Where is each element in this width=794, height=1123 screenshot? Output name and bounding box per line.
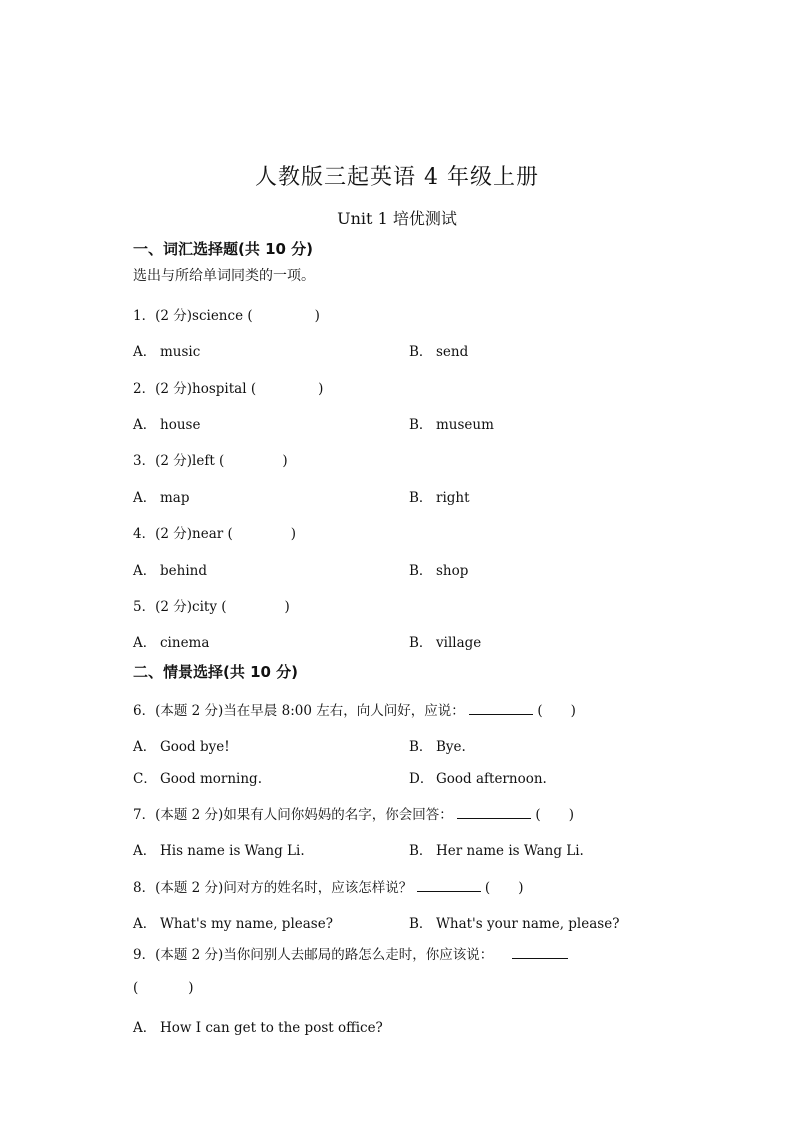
question-5	[133, 595, 290, 615]
section-1-heading: 一、词汇选择题(共 10 分)	[133, 240, 314, 258]
question-number: 6．	[133, 703, 156, 719]
option-b[interactable]: B． send	[409, 344, 469, 360]
question-stem: 如果有人问你妈妈的名字，你会回答：	[223, 807, 453, 823]
option-a[interactable]: A． His name is Wang Li.	[133, 843, 305, 859]
question-9-paren[interactable]: ( )	[133, 980, 194, 996]
question-4	[133, 522, 296, 542]
answer-paren[interactable]: ( )	[247, 308, 320, 324]
answer-paren[interactable]: ( )	[250, 381, 324, 397]
page-subtitle: Unit 1 培优测试	[337, 209, 457, 228]
question-number: 8．	[133, 880, 156, 896]
question-stem: near	[192, 526, 224, 542]
question-stem: left	[192, 453, 215, 469]
answer-paren[interactable]: ( )	[535, 807, 574, 823]
option-d[interactable]: D． Good afternoon.	[409, 771, 547, 787]
answer-blank[interactable]	[417, 879, 481, 892]
page-title: 人教版三起英语 4 年级上册	[255, 165, 539, 190]
option-a[interactable]: A． music	[133, 344, 201, 360]
question-8	[133, 876, 523, 896]
question-score: (本题 2 分)	[155, 880, 224, 896]
option-b[interactable]: B． right	[409, 490, 470, 506]
question-score: (2 分)	[155, 381, 193, 397]
question-number: 4．	[133, 526, 156, 542]
question-number: 2．	[133, 381, 156, 397]
answer-paren[interactable]: ( )	[219, 453, 288, 469]
option-a[interactable]: A． Good bye!	[133, 739, 230, 755]
option-b[interactable]: B． shop	[409, 563, 469, 579]
answer-paren[interactable]: ( )	[537, 703, 576, 719]
option-b[interactable]: B． Her name is Wang Li.	[409, 843, 584, 859]
answer-blank[interactable]	[469, 702, 533, 715]
question-6	[133, 699, 576, 719]
answer-paren[interactable]: ( )	[484, 880, 524, 896]
option-a[interactable]: A． What's my name, please?	[133, 916, 333, 932]
question-stem: 当你问别人去邮局的路怎么走时，你应该说：	[223, 947, 494, 963]
question-score: (2 分)	[155, 599, 193, 615]
question-number: 1．	[133, 308, 156, 324]
question-number: 3．	[133, 453, 156, 469]
question-score: (2 分)	[155, 526, 193, 542]
question-score: (本题 2 分)	[155, 947, 224, 963]
option-b[interactable]: B． What's your name, please?	[409, 916, 620, 932]
option-a[interactable]: A． behind	[133, 563, 207, 579]
answer-blank[interactable]	[457, 806, 531, 819]
question-score: (2 分)	[155, 453, 193, 469]
question-3	[133, 449, 288, 469]
question-number: 7．	[133, 807, 156, 823]
question-9	[133, 943, 568, 963]
option-a[interactable]: A． How I can get to the post office?	[133, 1020, 383, 1036]
option-b[interactable]: B． village	[409, 635, 482, 651]
section-2-heading: 二、情景选择(共 10 分)	[133, 663, 299, 681]
question-score: (本题 2 分)	[155, 807, 224, 823]
option-a[interactable]: A． cinema	[133, 635, 210, 651]
question-stem: 当在早晨 8:00 左右，向人问好，应说：	[223, 703, 465, 719]
answer-paren[interactable]: ( )	[221, 599, 290, 615]
question-stem: 问对方的姓名时，应该怎样说？	[223, 880, 413, 896]
question-2	[133, 377, 323, 397]
option-a[interactable]: A． house	[133, 417, 201, 433]
section-1-instruction: 选出与所给单词同类的一项。	[133, 268, 315, 284]
question-stem: hospital	[192, 381, 247, 397]
question-number: 9．	[133, 947, 156, 963]
option-b[interactable]: B． Bye.	[409, 739, 466, 755]
question-stem: city	[192, 599, 217, 615]
answer-blank[interactable]	[512, 946, 568, 959]
question-stem: science	[192, 308, 244, 324]
question-number: 5．	[133, 599, 156, 615]
question-score: (2 分)	[155, 308, 193, 324]
option-c[interactable]: C． Good morning.	[133, 771, 262, 787]
answer-paren[interactable]: ( )	[227, 526, 297, 542]
question-score: (本题 2 分)	[155, 703, 224, 719]
option-a[interactable]: A． map	[133, 490, 190, 506]
option-b[interactable]: B． museum	[409, 417, 494, 433]
question-7	[133, 803, 574, 823]
question-1	[133, 304, 320, 324]
